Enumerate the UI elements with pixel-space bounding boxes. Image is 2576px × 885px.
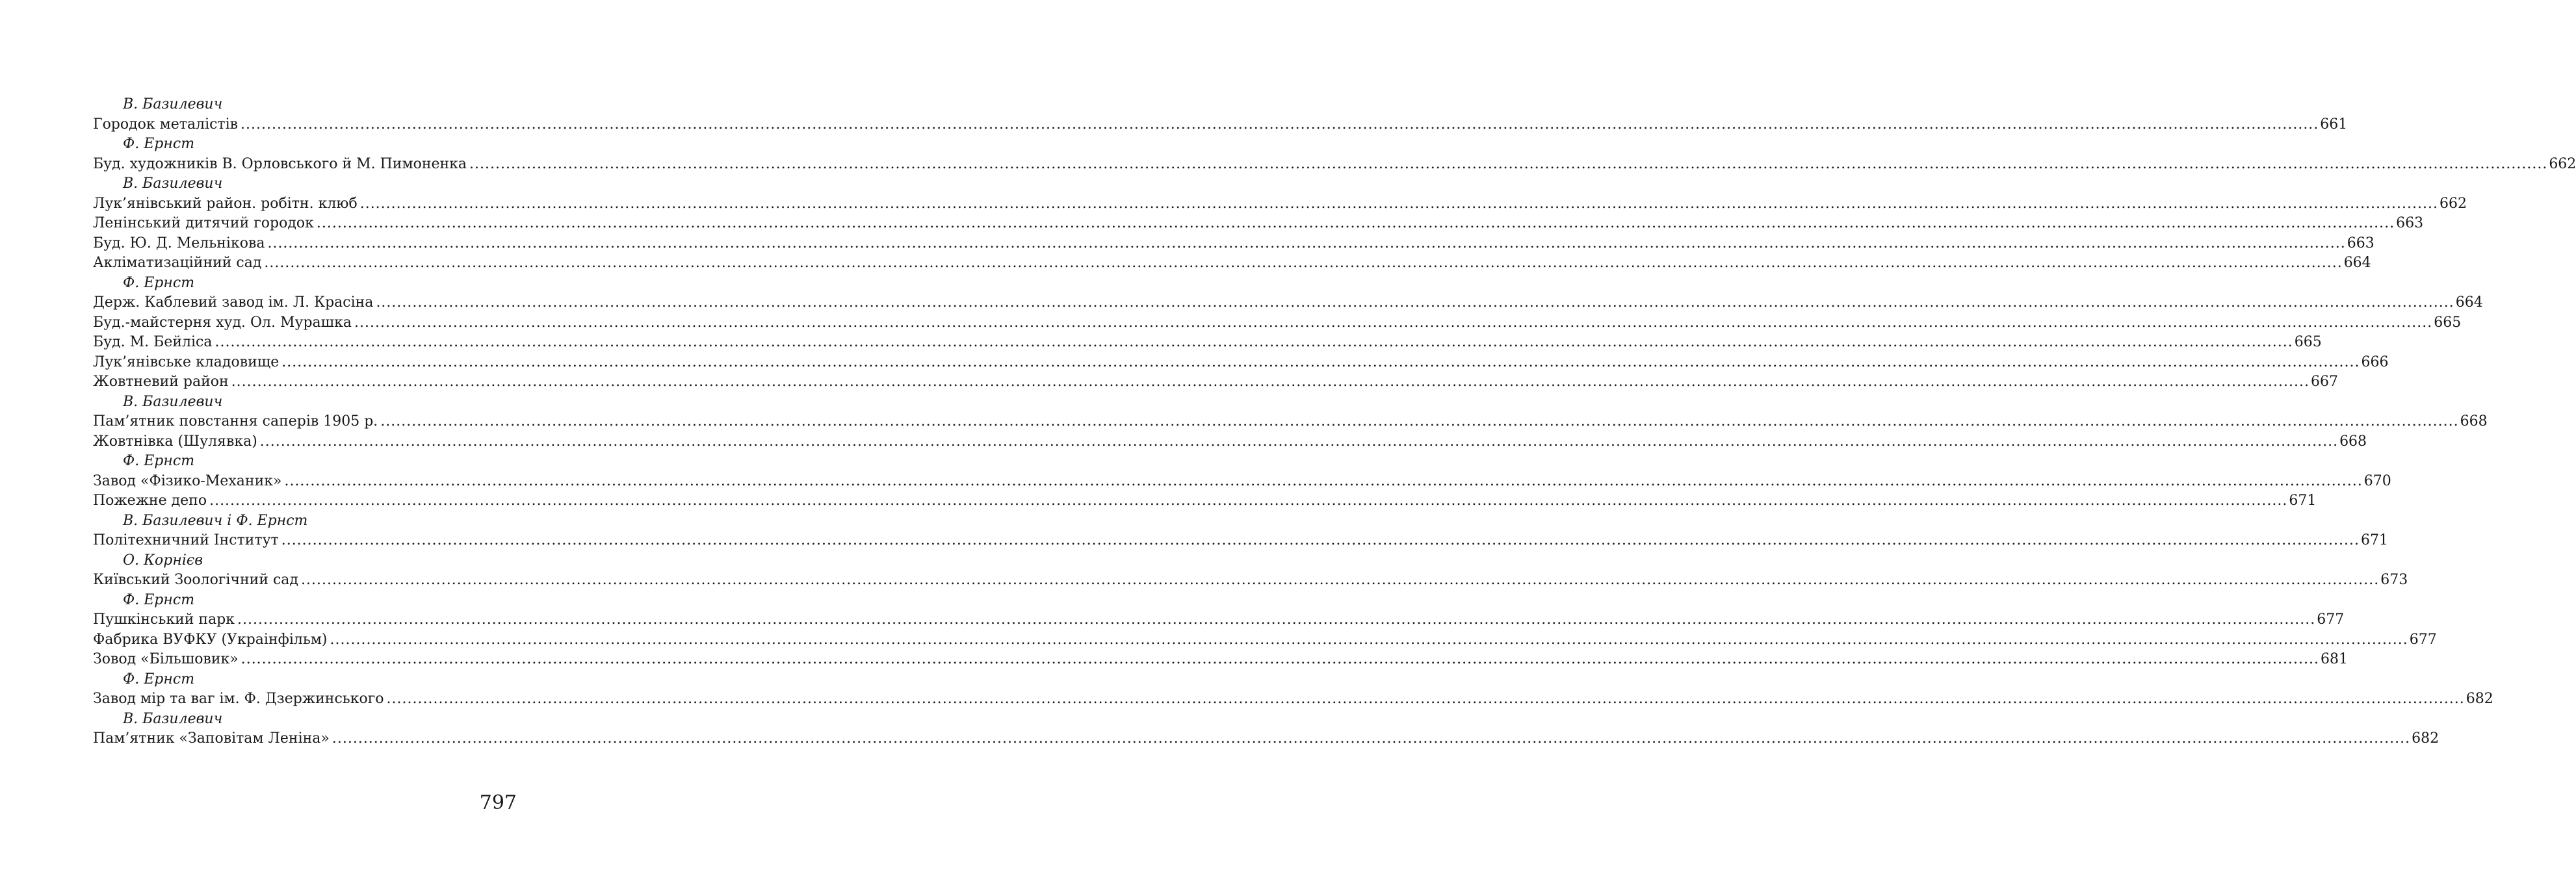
toc-entry-page: 662 bbox=[2439, 195, 2467, 212]
toc-entry-page: 671 bbox=[2360, 532, 2388, 548]
toc-author: Ф. Ернст bbox=[123, 591, 195, 608]
toc-author: Ф. Ернст bbox=[123, 136, 195, 152]
dot-leader: ................................................................................................................................................................................................................................................................................................................................................................................................................ bbox=[386, 691, 2465, 707]
dot-leader: ................................................................................................................................................................................................................................................................................................................................................................................................................ bbox=[215, 334, 2293, 350]
toc-entry bbox=[93, 432, 2367, 452]
toc-entry bbox=[93, 155, 2576, 175]
dot-leader: ................................................................................................................................................................................................................................................................................................................................................................................................................ bbox=[469, 155, 2548, 172]
toc-entry-page: 671 bbox=[2289, 493, 2317, 509]
toc-entry-page: 664 bbox=[2343, 255, 2371, 271]
dot-leader: ................................................................................................................................................................................................................................................................................................................................................................................................................ bbox=[380, 413, 2459, 430]
toc-author: В. Базилевич bbox=[123, 175, 223, 192]
toc-entry bbox=[93, 372, 2338, 392]
toc-entry-title: Політехничний Інститут bbox=[93, 532, 279, 548]
dot-leader: ................................................................................................................................................................................................................................................................................................................................................................................................................ bbox=[354, 314, 2433, 331]
toc-entry-page: 661 bbox=[2320, 116, 2348, 133]
toc-entry-title: Жовтневий район bbox=[93, 374, 229, 390]
toc-entry bbox=[93, 610, 2345, 630]
toc-entry-page: 665 bbox=[2294, 334, 2322, 350]
toc-entry-title: Пушкінський парк bbox=[93, 611, 235, 628]
dot-leader: ................................................................................................................................................................................................................................................................................................................................................................................................................ bbox=[332, 730, 2411, 747]
toc-author: Ф. Ернст bbox=[123, 274, 195, 291]
toc-entry bbox=[93, 293, 2483, 313]
dot-leader: ................................................................................................................................................................................................................................................................................................................................................................................................................ bbox=[376, 294, 2454, 311]
toc-entry-title: Держ. Каблевий завод ім. Л. Красіна bbox=[93, 294, 374, 311]
dot-leader: ................................................................................................................................................................................................................................................................................................................................................................................................................ bbox=[316, 215, 2395, 231]
toc-entry bbox=[93, 571, 2408, 591]
dot-leader: ................................................................................................................................................................................................................................................................................................................................................................................................................ bbox=[264, 255, 2343, 271]
toc-entry-page: 682 bbox=[2465, 691, 2493, 707]
toc-entry bbox=[93, 689, 2493, 710]
toc-entry-title: Ленінський дитячий городок bbox=[93, 215, 314, 231]
toc-entry bbox=[93, 472, 2391, 492]
toc-entry-page: 662 bbox=[2549, 155, 2576, 172]
toc-entry bbox=[93, 115, 2348, 135]
toc-entry-title: Зовод «Більшовик» bbox=[93, 651, 239, 667]
toc-entry-page: 670 bbox=[2363, 472, 2391, 489]
toc-entry-page: 673 bbox=[2380, 572, 2408, 588]
dot-leader: ................................................................................................................................................................................................................................................................................................................................................................................................................ bbox=[237, 611, 2316, 628]
toc-author: В. Базилевич bbox=[123, 710, 223, 727]
toc-author: Ф. Ернст bbox=[123, 671, 195, 687]
toc-entry bbox=[93, 412, 2488, 432]
toc-entry-title: Буд. художників В. Орловського й М. Пимоненка bbox=[93, 155, 467, 172]
toc-entry-page: 682 bbox=[2412, 730, 2439, 747]
dot-leader: ................................................................................................................................................................................................................................................................................................................................................................................................................ bbox=[241, 116, 2319, 133]
toc-author: В. Базилевич і Ф. Ернст bbox=[123, 512, 308, 529]
toc-entry-title: Пам’ятник «Заповітам Леніна» bbox=[93, 730, 330, 747]
toc-entry bbox=[93, 214, 2424, 234]
toc-entry bbox=[93, 650, 2348, 670]
toc-entry-title: Акліматизаційний сад bbox=[93, 255, 262, 271]
dot-leader: ................................................................................................................................................................................................................................................................................................................................................................................................................ bbox=[330, 631, 2408, 648]
toc-entry-title: Фабрика ВУФКУ (Украінфільм) bbox=[93, 631, 328, 648]
toc-entry-title: Буд.-майстерня худ. Ол. Мурашка bbox=[93, 314, 352, 331]
toc-entry-title: Пожежне депо bbox=[93, 493, 207, 509]
toc-entry-title: Київський Зоологічний сад bbox=[93, 572, 298, 588]
table-of-contents bbox=[93, 95, 2576, 749]
dot-leader: ................................................................................................................................................................................................................................................................................................................................................................................................................ bbox=[231, 374, 2309, 390]
toc-entry-page: 677 bbox=[2317, 611, 2345, 628]
dot-leader: ................................................................................................................................................................................................................................................................................................................................................................................................................ bbox=[241, 651, 2319, 667]
toc-entry bbox=[93, 630, 2437, 650]
toc-entry bbox=[93, 491, 2317, 511]
dot-leader: ................................................................................................................................................................................................................................................................................................................................................................................................................ bbox=[281, 532, 2360, 548]
toc-entry-title: Лук’янівський район. робітн. клюб bbox=[93, 195, 358, 212]
toc-entry-page: 663 bbox=[2396, 215, 2424, 231]
toc-entry-page: 668 bbox=[2339, 433, 2367, 450]
toc-entry bbox=[93, 194, 2467, 214]
toc-entry-title: Жовтнівка (Шулявка) bbox=[93, 433, 257, 450]
toc-entry bbox=[93, 729, 2439, 749]
toc-entry-page: 666 bbox=[2361, 353, 2389, 370]
toc-entry-page: 668 bbox=[2460, 413, 2488, 430]
toc-author: В. Базилевич bbox=[123, 393, 223, 410]
toc-entry bbox=[93, 253, 2371, 274]
toc-entry-page: 665 bbox=[2434, 314, 2462, 331]
toc-entry-title: Буд. Ю. Д. Мельнікова bbox=[93, 235, 265, 251]
dot-leader: ................................................................................................................................................................................................................................................................................................................................................................................................................ bbox=[267, 235, 2346, 251]
toc-entry-page: 663 bbox=[2347, 235, 2374, 251]
toc-entry-page: 667 bbox=[2310, 374, 2338, 390]
toc-entry bbox=[93, 531, 2388, 551]
toc-entry-title: Буд. М. Бейліса bbox=[93, 334, 213, 350]
toc-author: О. Корнієв bbox=[123, 552, 203, 569]
dot-leader: ................................................................................................................................................................................................................................................................................................................................................................................................................ bbox=[209, 493, 2288, 509]
page-number: 797 bbox=[479, 791, 517, 814]
toc-entry bbox=[93, 234, 2374, 254]
toc-entry bbox=[93, 313, 2462, 333]
toc-entry-title: Лук’янівське кладовище bbox=[93, 353, 280, 370]
toc-entry-page: 677 bbox=[2409, 631, 2437, 648]
dot-leader: ................................................................................................................................................................................................................................................................................................................................................................................................................ bbox=[300, 572, 2380, 588]
dot-leader: ................................................................................................................................................................................................................................................................................................................................................................................................................ bbox=[281, 353, 2360, 370]
toc-entry bbox=[93, 333, 2322, 353]
dot-leader: ................................................................................................................................................................................................................................................................................................................................................................................................................ bbox=[359, 195, 2438, 212]
toc-entry-page: 664 bbox=[2455, 294, 2483, 311]
toc-entry-page: 681 bbox=[2320, 651, 2348, 667]
toc-author: В. Базилевич bbox=[123, 96, 223, 112]
toc-entry-title: Завод мір та ваг ім. Ф. Дзержинського bbox=[93, 691, 384, 707]
toc-entry-title: Пам’ятник повстання саперів 1905 р. bbox=[93, 413, 378, 430]
toc-entry-title: Городок металістів bbox=[93, 116, 239, 133]
dot-leader: ................................................................................................................................................................................................................................................................................................................................................................................................................ bbox=[284, 472, 2363, 489]
toc-author: Ф. Ернст bbox=[123, 453, 195, 469]
toc-entry bbox=[93, 353, 2389, 373]
dot-leader: ................................................................................................................................................................................................................................................................................................................................................................................................................ bbox=[259, 433, 2339, 450]
toc-entry-title: Завод «Фізико-Механик» bbox=[93, 472, 282, 489]
